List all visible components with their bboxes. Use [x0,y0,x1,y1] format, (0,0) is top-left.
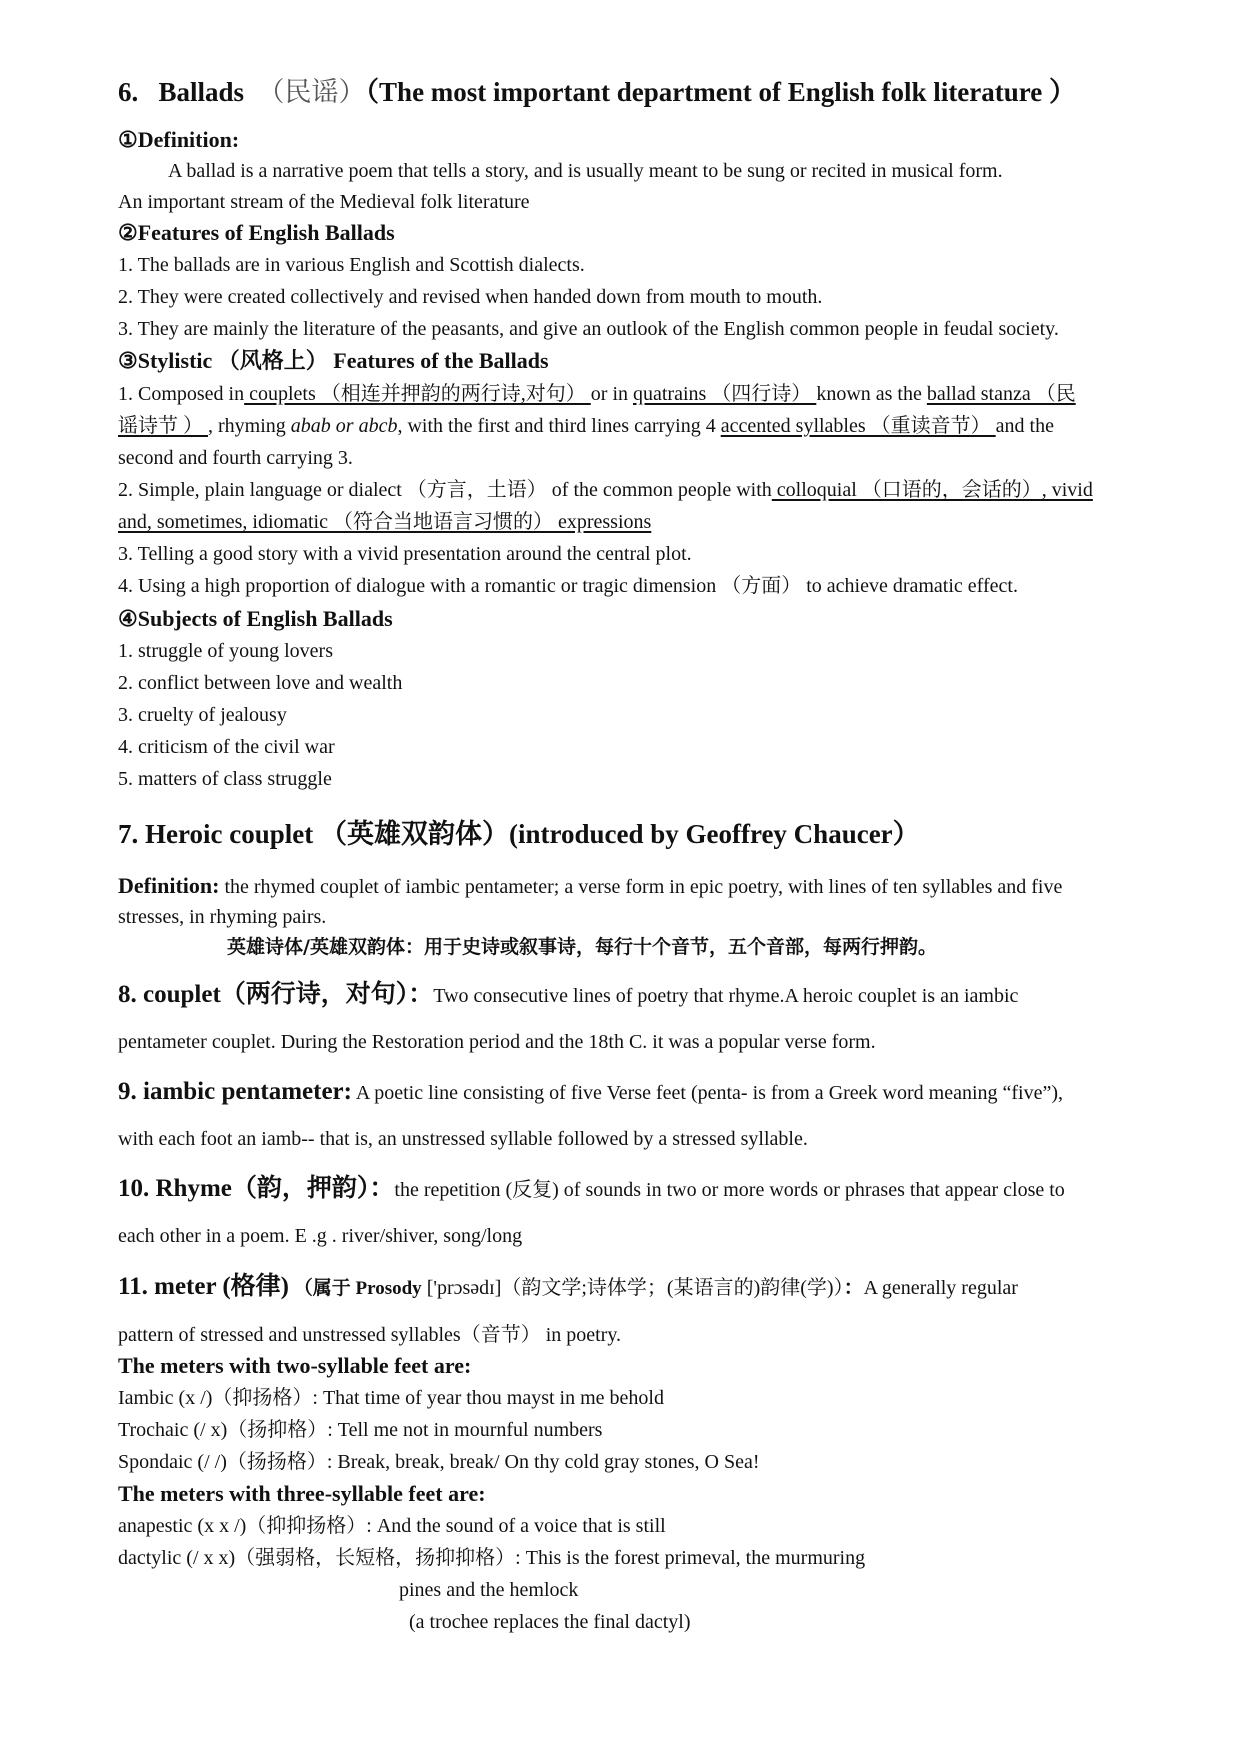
meter-example: Iambic (x /)（抑扬格）: That time of year thou mayst in me behold [118,1387,664,1409]
stylistic-item-1: 1. Composed in couplets （相连并押韵的两行诗,对句） or in quatrains （四行诗） known as the ballad stanza （民 [118,383,1076,405]
definition-heading: ①Definition: [118,127,240,152]
section-6-title: 6. Ballads （民谣）（The most important department of English folk literature ） [118,77,1077,107]
section-8: 8. couplet（两行诗，对句）：Two consecutive lines of poetry that rhyme.A heroic couplet is an iambic [118,981,1019,1008]
section-11: 11. meter (格律) （属于 Prosody ['prɔsədɪ]（韵文学;诗体学；(某语言的)韵律(学)）：A generally regular [118,1273,1018,1300]
stylistic-heading: ③Stylistic （风格上） Features of the Ballads [118,348,549,373]
stylistic-item-2: 2. Simple, plain language or dialect （方言，土语） of the common people with colloquial （口语的，会话的）, vivid [118,479,1093,501]
meter-example: Spondaic (/ /)（扬扬格）: Break, break, break/ On thy cold gray stones, O Sea! [118,1451,760,1473]
subject-item: 5. matters of class struggle [118,768,332,790]
definition-text: A ballad is a narrative poem that tells a story, and is usually meant to be sung or recited in musical form. [168,160,1003,182]
feature-item: 2. They were created collectively and revised when handed down from mouth to mouth. [118,286,823,308]
stylistic-item-1-cont: 谣诗节 ） , rhyming abab or abcb, with the first and third lines carrying 4 accented syllables （重读音节） and the [118,415,1054,437]
features-heading: ②Features of English Ballads [118,220,395,245]
two-syllable-heading: The meters with two-syllable feet are: [118,1353,472,1378]
subject-item: 1. struggle of young lovers [118,640,333,662]
section-7-title: 7. Heroic couplet （英雄双韵体）(introduced by Geoffrey Chaucer） [118,819,920,849]
section-9: 9. iambic pentameter: A poetic line consisting of five Verse feet (penta- is from a Greek word meaning “five”), [118,1078,1064,1105]
dactyl-note: (a trochee replaces the final dactyl) [409,1611,691,1633]
section-8-cont: pentameter couplet. During the Restoration period and the 18th C. it was a popular verse form. [118,1031,876,1053]
section-7-definition-2: stresses, in rhyming pairs. [118,906,327,928]
feature-item: 1. The ballads are in various English and Scottish dialects. [118,254,585,276]
dactyl-continuation: pines and the hemlock [399,1579,579,1601]
section-9-cont: with each foot an iamb-- that is, an unstressed syllable followed by a stressed syllable. [118,1128,808,1150]
stylistic-item-3: 3. Telling a good story with a vivid presentation around the central plot. [118,543,692,565]
stylistic-item-1-end: second and fourth carrying 3. [118,447,353,469]
meter-example: Trochaic (/ x)（扬抑格）: Tell me not in mournful numbers [118,1419,603,1441]
section-7-chinese-note: 英雄诗体/英雄双韵体：用于史诗或叙事诗，每行十个音节，五个音部，每两行押韵。 [227,936,937,958]
stylistic-item-4: 4. Using a high proportion of dialogue with a romantic or tragic dimension （方面） to achieve dramatic effect. [118,575,1018,597]
subjects-heading: ④Subjects of English Ballads [118,606,393,631]
section-10-cont: each other in a poem. E .g . river/shiver, song/long [118,1225,523,1247]
meter-example: anapestic (x x /)（抑抑扬格）: And the sound of a voice that is still [118,1515,666,1537]
subject-item: 2. conflict between love and wealth [118,672,403,694]
definition-text-2: An important stream of the Medieval folk literature [118,191,530,213]
section-11-cont: pattern of stressed and unstressed syllables（音节） in poetry. [118,1324,622,1346]
section-10: 10. Rhyme（韵，押韵）：the repetition (反复) of sounds in two or more words or phrases that appear close to [118,1175,1065,1202]
section-7-definition: Definition: the rhymed couplet of iambic pentameter; a verse form in epic poetry, with lines of ten syllables and five [118,873,1063,898]
three-syllable-heading: The meters with three-syllable feet are: [118,1481,486,1506]
feature-item: 3. They are mainly the literature of the peasants, and give an outlook of the English common people in feudal society. [118,318,1059,340]
meter-example: dactylic (/ x x)（强弱格，长短格，扬抑抑格）: This is the forest primeval, the murmuring [118,1547,866,1569]
subject-item: 3. cruelty of jealousy [118,704,287,726]
subject-item: 4. criticism of the civil war [118,736,335,758]
stylistic-item-2-cont: and, sometimes, idiomatic （符合当地语言习惯的） expressions [118,511,652,533]
